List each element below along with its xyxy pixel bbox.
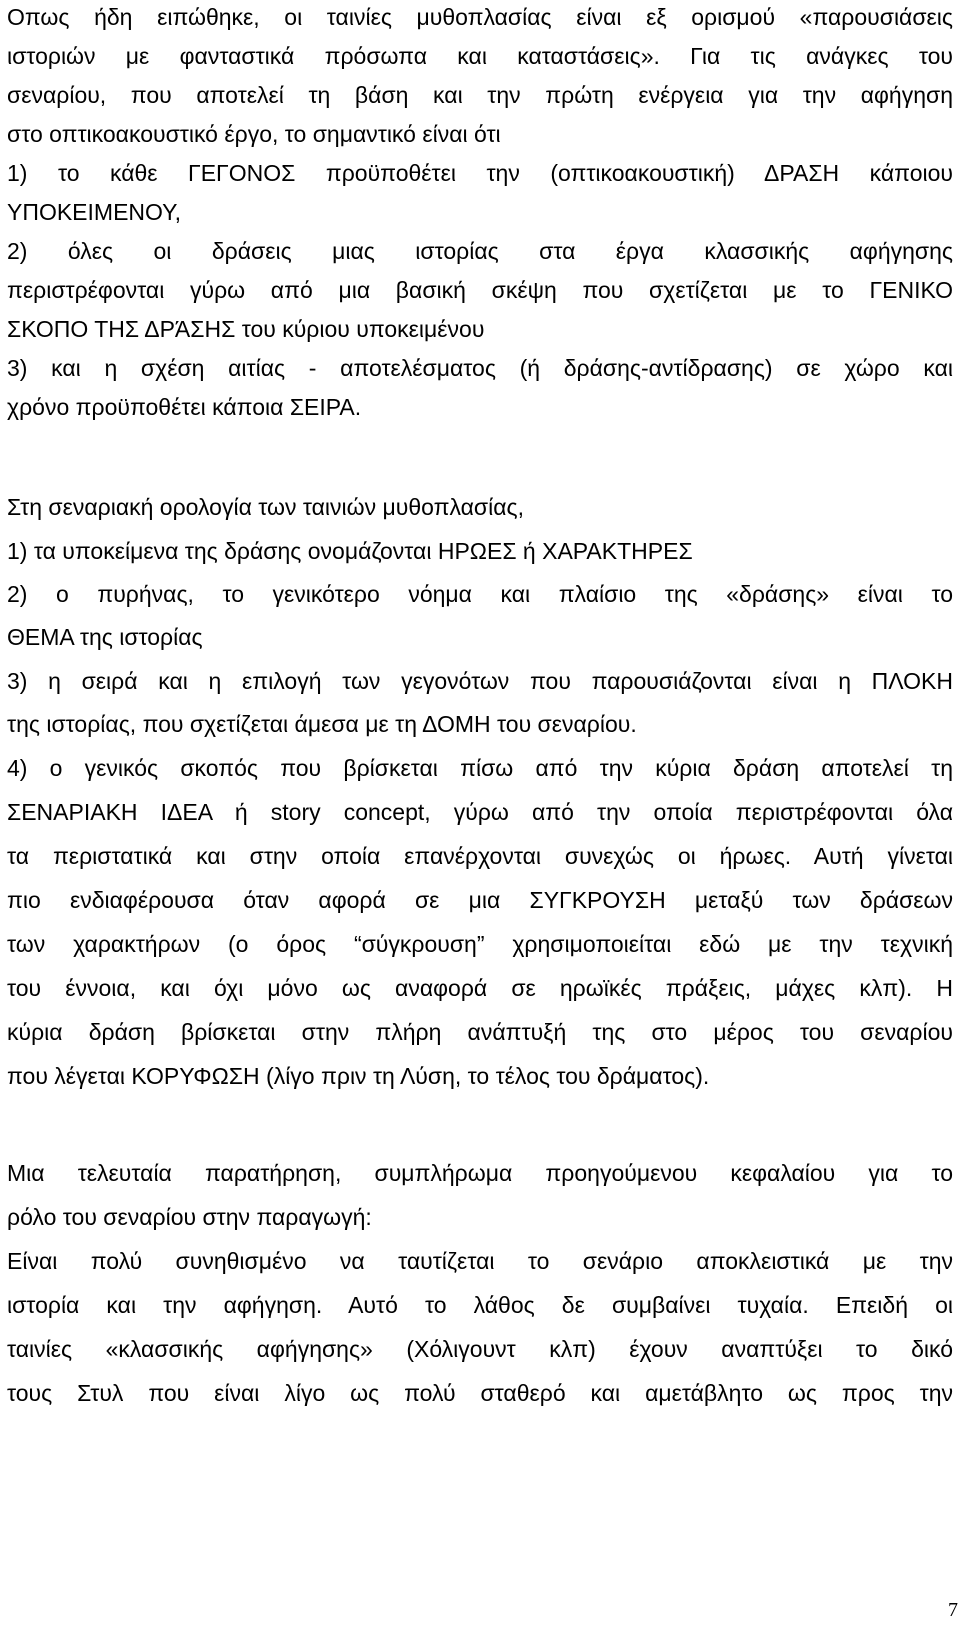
text-line: 3) και η σχέση αιτίας - αποτελέσματος (ή δράσης-αντίδρασης) σε χώρο και bbox=[7, 355, 953, 381]
text-line: 2) όλες οι δράσεις μιας ιστορίας στα έργα κλασσικής αφήγησης bbox=[7, 238, 953, 264]
text-line: 4) ο γενικός σκοπός που βρίσκεται πίσω από την κύρια δράση αποτελεί τη bbox=[7, 755, 953, 781]
text-line: χρόνο προϋποθέτει κάποια ΣΕΙΡΑ. bbox=[7, 394, 362, 420]
text-line: ΥΠΟΚΕΙΜΕΝΟΥ, bbox=[7, 199, 181, 225]
text-line: Μια τελευταία παρατήρηση, συμπλήρωμα προηγούμενου κεφαλαίου για το bbox=[7, 1160, 953, 1186]
text-line: 3) η σειρά και η επιλογή των γεγονότων που παρουσιάζονται είναι η ΠΛΟΚΗ bbox=[7, 668, 953, 694]
text-line: 2) ο πυρήνας, το γενικότερο νόημα και πλαίσιο της «δράσης» είναι το bbox=[7, 581, 953, 607]
text-line: στο οπτικοακουστικό έργο, το σημαντικό είναι ότι bbox=[7, 121, 501, 147]
text-line: των χαρακτήρων (ο όρος “σύγκρουση” χρησιμοποιείται εδώ με την τεχνική bbox=[7, 931, 953, 957]
text-line: Είναι πολύ συνηθισμένο να ταυτίζεται το σενάριο αποκλειστικά με την bbox=[7, 1248, 953, 1274]
text-line: τα περιστατικά και στην οποία επανέρχονται συνεχώς οι ήρωες. Αυτή γίνεται bbox=[7, 843, 953, 869]
text-line: ΣΚΟΠΟ ΤΗΣ ΔΡΆΣΗΣ του κύριου υποκειμένου bbox=[7, 316, 485, 342]
text-line: ΘΕΜΑ της ιστορίας bbox=[7, 624, 203, 650]
text-line: της ιστορίας, που σχετίζεται άμεσα με τη ΔΟΜΗ του σεναρίου. bbox=[7, 711, 637, 737]
text-line: ΣΕΝΑΡΙΑΚΗ ΙΔΕΑ ή story concept, γύρω από την οποία περιστρέφονται όλα bbox=[7, 799, 953, 825]
text-line: κύρια δράση βρίσκεται στην πλήρη ανάπτυξή της στο μέρος του σεναρίου bbox=[7, 1019, 953, 1045]
text-line: τους Στυλ που είναι λίγο ως πολύ σταθερό και αμετάβλητο ως προς την bbox=[7, 1380, 953, 1406]
text-line: ιστορία και την αφήγηση. Αυτό το λάθος δε συμβαίνει τυχαία. Επειδή οι bbox=[7, 1292, 953, 1318]
text-line: Στη σεναριακή ορολογία των ταινιών μυθοπλασίας, bbox=[7, 494, 524, 520]
text-line: του έννοια, και όχι μόνο ως αναφορά σε ηρωϊκές πράξεις, μάχες κλπ). Η bbox=[7, 975, 953, 1001]
text-line: ιστοριών με φανταστικά πρόσωπα και καταστάσεις». Για τις ανάγκες του bbox=[7, 43, 953, 69]
page-number: 7 bbox=[948, 1599, 958, 1621]
text-line: 1) τα υποκείμενα της δράσης ονομάζονται ΗΡΩΕΣ ή ΧΑΡΑΚΤΗΡΕΣ bbox=[7, 538, 693, 564]
text-line: ρόλο του σεναρίου στην παραγωγή: bbox=[7, 1204, 372, 1230]
text-line: Οπως ήδη ειπώθηκε, οι ταινίες μυθοπλασίας είναι εξ ορισμού «παρουσιάσεις bbox=[7, 4, 953, 30]
text-line: σεναρίου, που αποτελεί τη βάση και την πρώτη ενέργεια για την αφήγηση bbox=[7, 82, 953, 108]
text-line: ταινίες «κλασσικής αφήγησης» (Χόλιγουντ κλπ) έχουν αναπτύξει το δικό bbox=[7, 1336, 953, 1362]
text-line: πιο ενδιαφέρουσα όταν αφορά σε μια ΣΥΓΚΡΟΥΣΗ μεταξύ των δράσεων bbox=[7, 887, 953, 913]
text-line: 1) το κάθε ΓΕΓΟΝΟΣ προϋποθέτει την (οπτικοακουστική) ΔΡΑΣΗ κάποιου bbox=[7, 160, 953, 186]
text-line: περιστρέφονται γύρω από μια βασική σκέψη που σχετίζεται με το ΓΕΝΙΚΟ bbox=[7, 277, 953, 303]
text-line: που λέγεται ΚΟΡΥΦΩΣΗ (λίγο πριν τη Λύση, το τέλος του δράματος). bbox=[7, 1063, 710, 1089]
